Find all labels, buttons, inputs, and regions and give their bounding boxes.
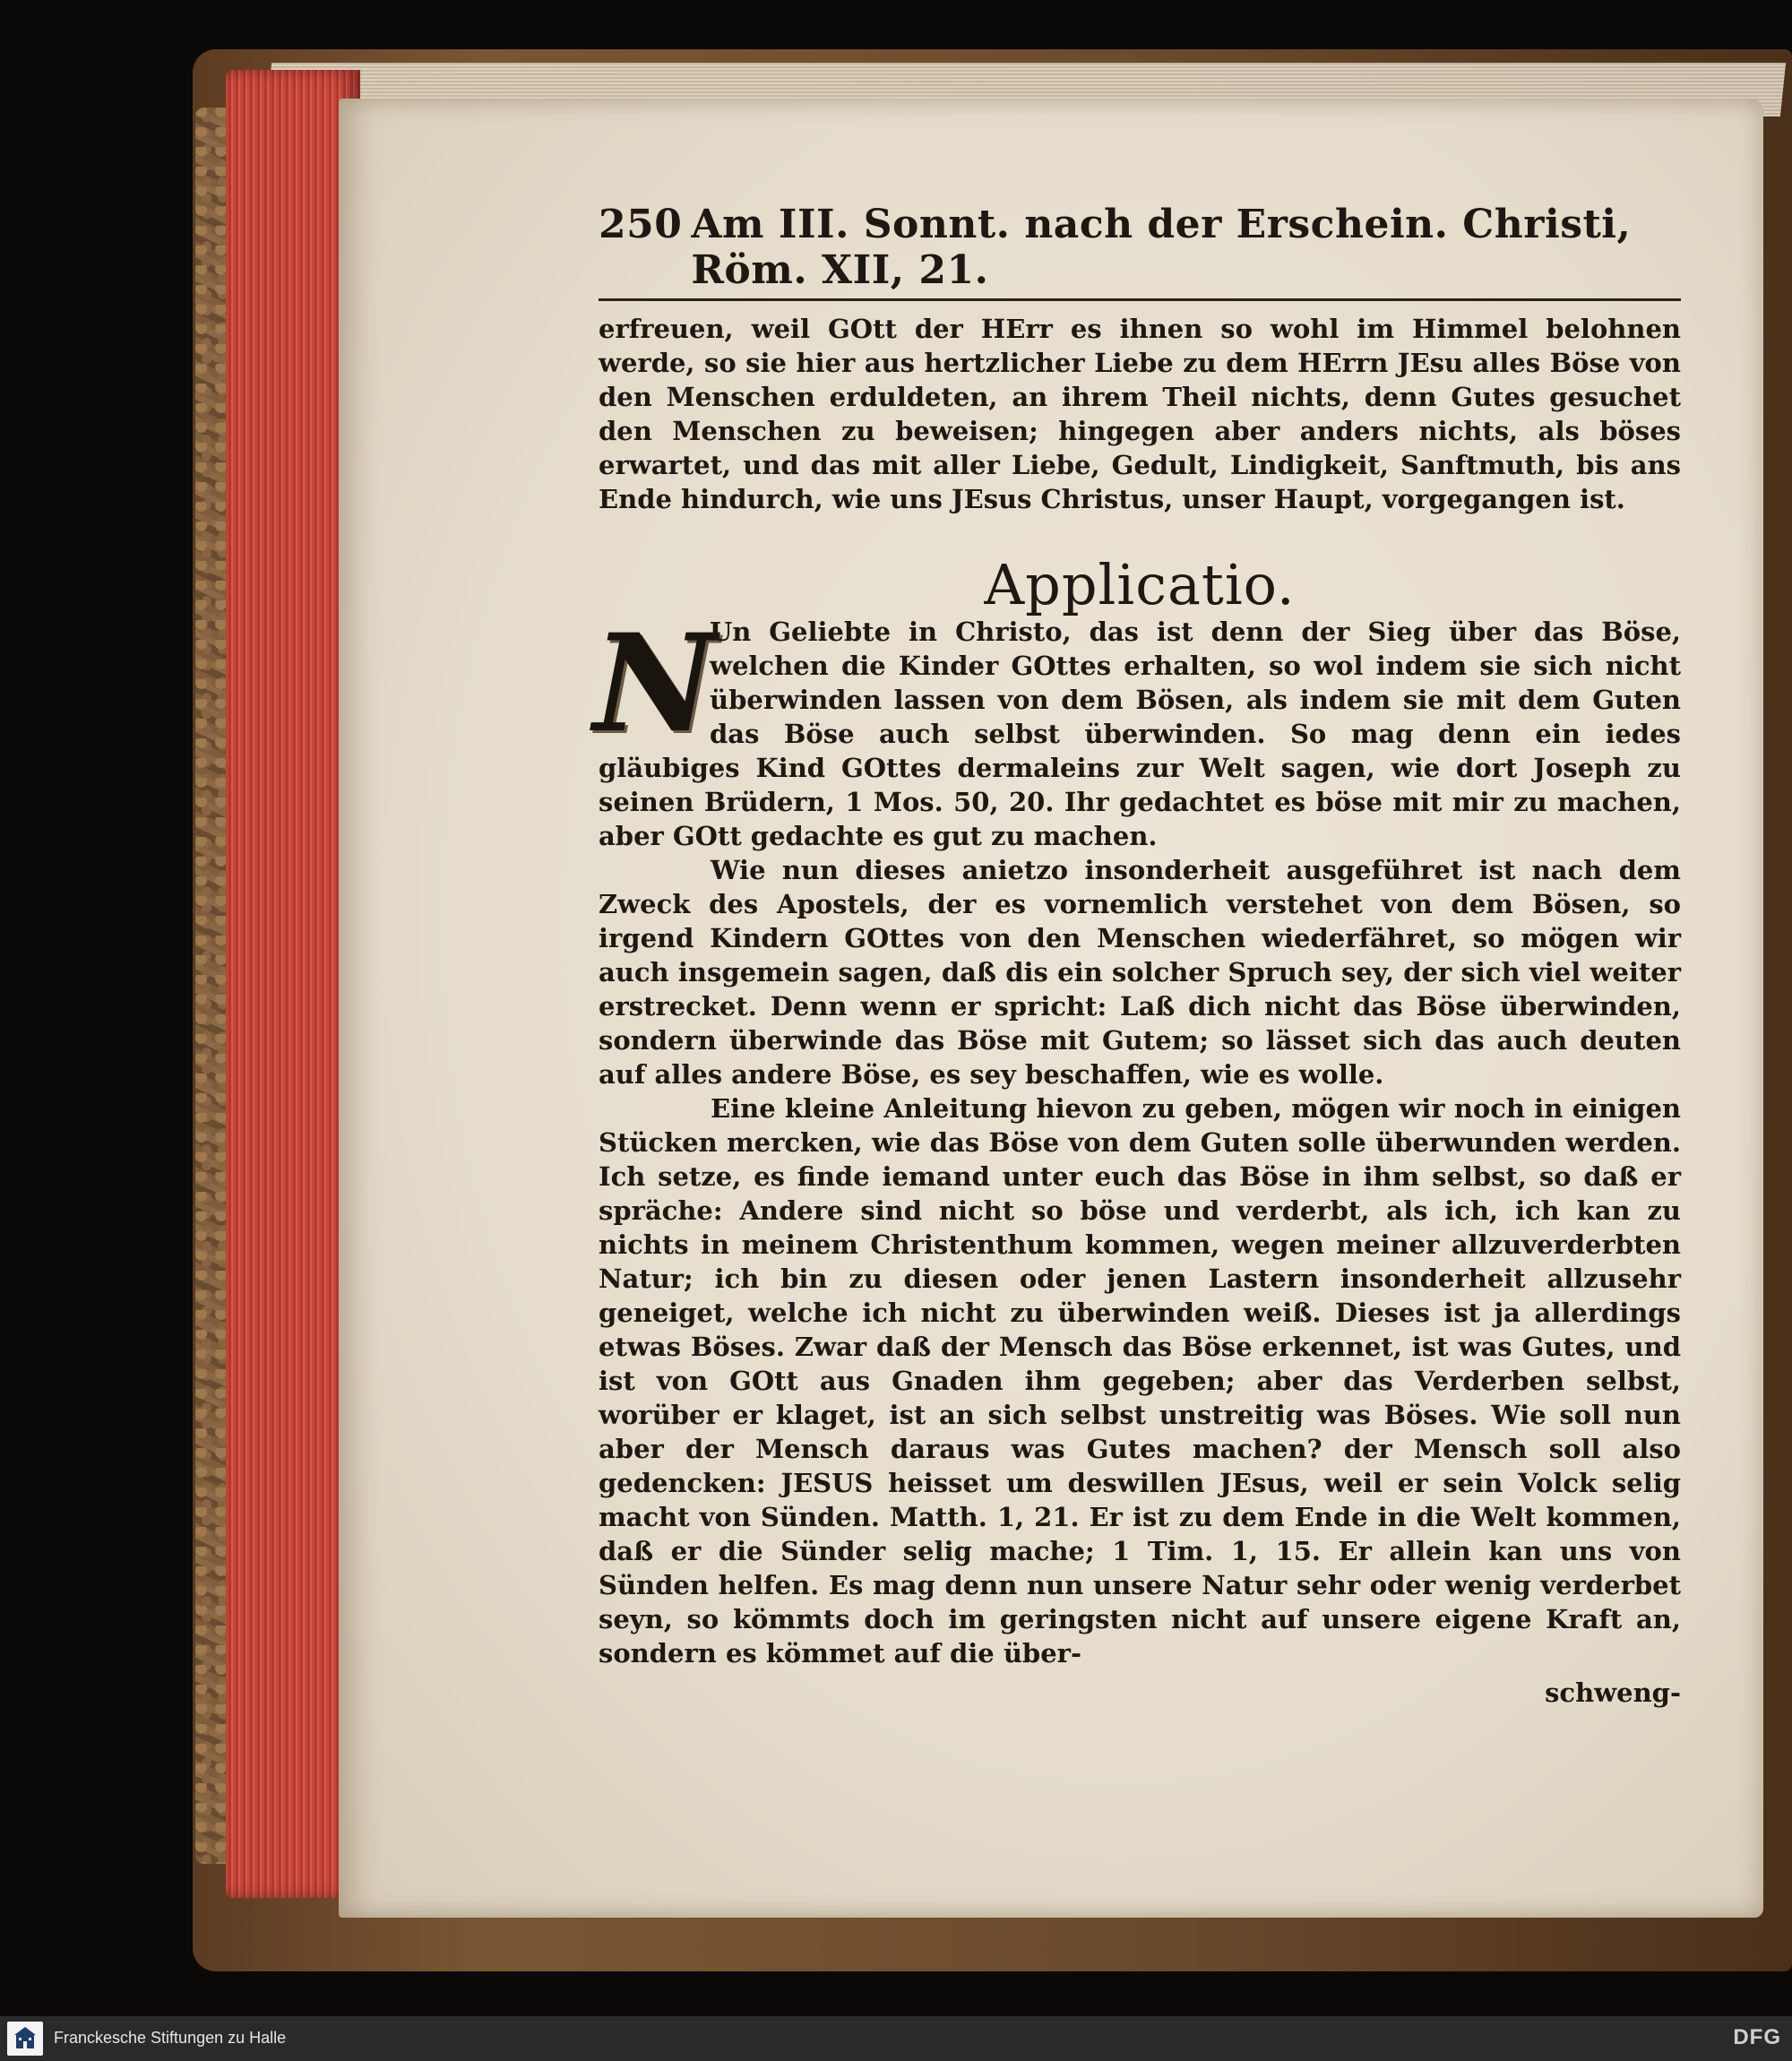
paragraph-2: Wie nun dieses anietzo insonderheit ausgeführet ist nach dem Zweck des Apostels, der es vornemlich verstehet von dem Bösen, so irgend Kindern GOttes von den Menschen wiederfähret, so mögen wir auch insgemein sagen, daß dis ein solcher Spruch sey, der sich viel weiter erstrecket. Denn wenn er spricht: Laß dich nicht das Böse überwinden, sondern überwinde das Böse mit Gutem; so lässet sich das auch deuten auf alles andere Böse, es sey beschaffen, wie es wolle.: [599, 855, 1681, 1090]
franckesche-stiftungen-logo-icon[interactable]: [7, 2022, 43, 2056]
paragraph-3: Eine kleine Anleitung hievon zu geben, mögen wir noch in einigen Stücken mercken, wie das Böse von dem Guten solle überwunden werden. Ich setze, es finde iemand unter euch das Böse in ihm selbst, so daß er spräche: Andere sind nicht so böse und verderbt, als ich, ich kan zu nichts in meinem Christenthum kommen, wegen meiner allzuverderbten Natur; ich bin zu diesen oder jenen Lastern insonderheit allzusehr geneiget, welche ich nicht zu überwinden weiß. Dieses ist ja allerdings etwas Böses. Zwar daß der Mensch das Böse erkennet, ist was Gutes, und ist von GOtt aus Gnaden ihm gegeben; aber das Verderben selbst, worüber er klaget, ist an sich selbst unstreitig was Böses. Wie soll nun aber der Mensch daraus was Gutes machen? der Mensch soll also gedencken: JESUS heisset um deswillen JEsus, weil er sein Volck selig macht von Sünden. Matth. 1, 21. Er ist zu dem Ende in die Welt kommen, daß er die Sünder selig mache; 1 Tim. 1, 15. Er allein kan uns von Sünden helfen. Es mag denn nun unsere Natur sehr oder wenig verderbet seyn, so kömmts doch im geringsten nicht auf unsere eigene Kraft an, sondern es kömmet auf die über-: [599, 1093, 1681, 1669]
decorated-initial: N: [593, 605, 717, 763]
viewer-footer: [0, 2016, 1792, 2061]
institution-link[interactable]: Franckesche Stiftungen zu Halle: [54, 2029, 287, 2047]
section-heading: Applicatio.: [984, 552, 1296, 617]
catchword: schweng-: [1545, 1677, 1681, 1708]
running-head: [599, 202, 1681, 301]
paragraph-with-initial: [593, 605, 1681, 853]
running-head-title: Am III. Sonnt. nach der Erschein. Christi, Röm. XII, 21.: [691, 202, 1632, 293]
page-body: [593, 312, 1681, 1710]
page-number: 250: [599, 202, 683, 247]
page-text-block: [593, 202, 1681, 1710]
paragraph-1: Un Geliebte in Christo, das ist denn der Sieg über das Böse, welchen die Kinder GOttes erhalten, so wol indem sie sich nicht überwinden lassen von dem Bösen, als indem sie mit dem Guten das Böse auch selbst überwinden. So mag denn ein iedes gläubiges Kind GOttes dermaleins zur Welt sagen, wie dort Joseph zu seinen Brüdern, 1 Mos. 50, 20. Ihr gedachtet es böse mit mir zu machen, aber GOtt gedachte es gut zu machen.: [599, 617, 1681, 851]
building-icon: [13, 2025, 38, 2052]
opening-paragraph: erfreuen, weil GOtt der HErr es ihnen so wohl im Himmel belohnen werde, so sie hier aus hertzlicher Liebe zu dem HErrn JEsu alles Böse von den Menschen erduldeten, an ihrem Theil nichts, denn Gutes gesuchet den Menschen zu beweisen; hingegen aber anders nichts, als böses erwartet, und das mit aller Liebe, Gedult, Lindigkeit, Sanftmuth, bis ans Ende hindurch, wie uns JEsus Christus, unser Haupt, vorgegangen ist.: [599, 314, 1681, 514]
dfg-logo[interactable]: DFG: [1733, 2025, 1781, 2049]
